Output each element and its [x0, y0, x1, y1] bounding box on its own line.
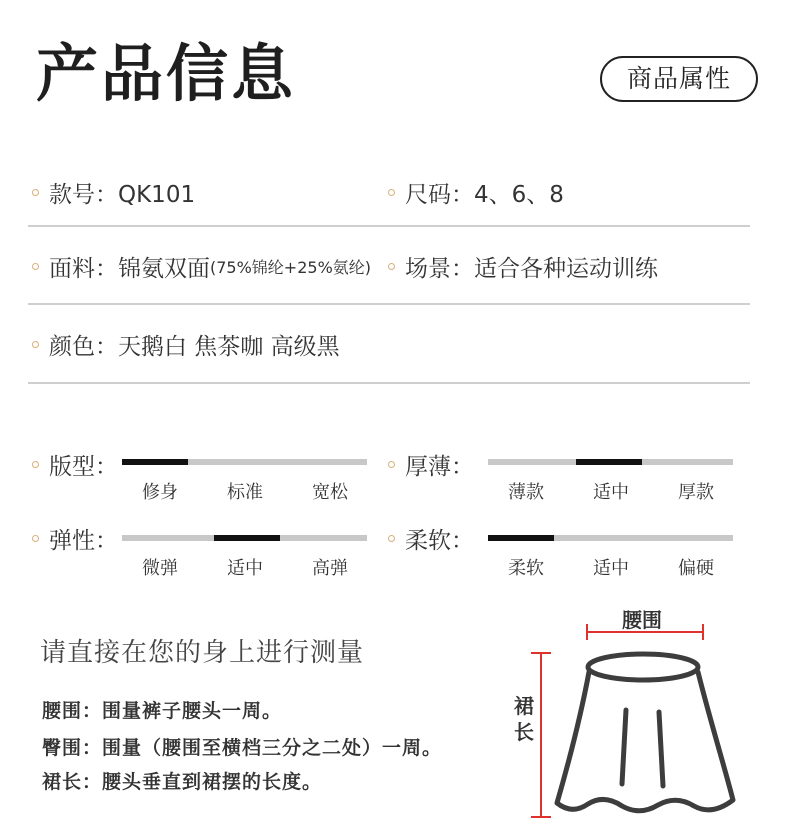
- scale-stretch-option: 适中: [227, 558, 263, 579]
- skirt-outline-icon: [557, 654, 733, 811]
- scale-thickness-option: 薄款: [508, 482, 544, 503]
- length-measure-line: [531, 653, 551, 817]
- scale-fit-option: 标准: [227, 482, 263, 503]
- scale-thickness-option: 厚款: [678, 482, 714, 503]
- scale-softness-option: 适中: [593, 558, 629, 579]
- measure-waist-text: 腰围：围量裤子腰头一周。: [42, 700, 283, 722]
- diagram-length-label-2: 长: [514, 720, 534, 744]
- scale-fit-label-text: 版型：: [49, 453, 118, 480]
- spec-colors-text: 颜色：天鹅白 焦茶咖 高级黑: [49, 333, 340, 360]
- scale-fit-option: 修身: [142, 482, 178, 503]
- spec-sizes-text: 尺码：4、6、8: [405, 181, 564, 208]
- product-attributes-badge: 商品属性: [600, 56, 758, 102]
- scale-thickness-label-text: 厚薄：: [405, 453, 474, 480]
- scale-softness-label-text: 柔软：: [405, 527, 474, 554]
- diagram-length-label-1: 裙: [514, 694, 534, 718]
- measure-guide-title: 请直接在您的身上进行测量: [40, 638, 365, 668]
- measure-length-text: 裙长：腰头垂直到裙摆的长度。: [42, 771, 323, 793]
- measure-hip-text: 臀围：围量（腰围至横档三分之二处）一周。: [42, 737, 443, 759]
- spec-scene-text: 场景：适合各种运动训练: [405, 255, 658, 282]
- scale-thickness-option: 适中: [593, 482, 629, 503]
- spec-fabric-text: 面料：锦氨双面: [49, 255, 210, 282]
- scale-fit-option: 宽松: [312, 482, 348, 503]
- scale-stretch-label-text: 弹性：: [49, 527, 118, 554]
- page-title: 产品信息: [36, 37, 297, 110]
- scale-softness-option: 柔软: [508, 558, 544, 579]
- spec-fabric-detail: (75%锦纶+25%氨纶): [210, 257, 372, 277]
- scale-stretch-option: 微弹: [142, 558, 178, 579]
- scale-stretch-option: 高弹: [312, 558, 348, 579]
- scale-softness-option: 偏硬: [678, 558, 714, 579]
- spec-style-no-text: 款号：QK101: [49, 181, 196, 208]
- waist-measure-line: [587, 624, 703, 640]
- diagram-waist-label: 腰围: [622, 608, 662, 632]
